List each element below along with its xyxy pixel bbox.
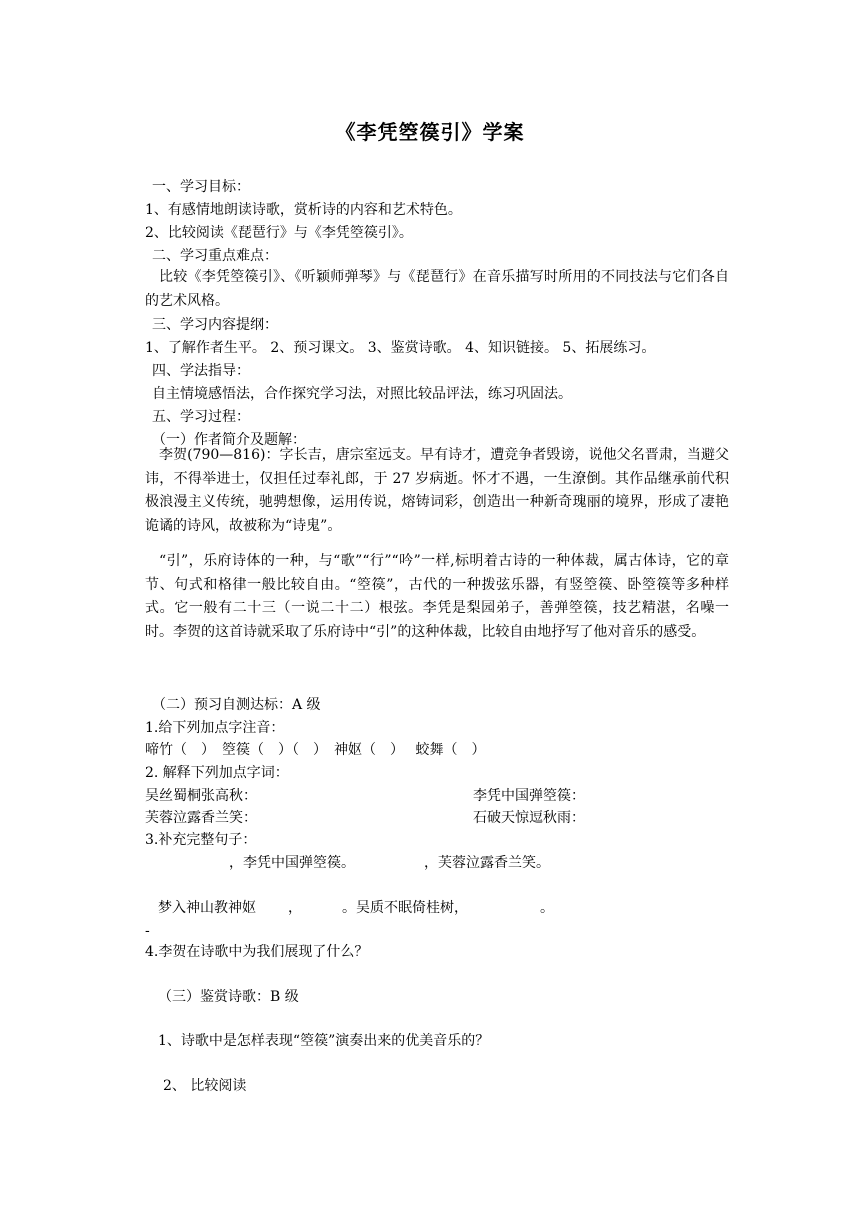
appreciation-question-2: 2、 比较阅读 (163, 1078, 247, 1094)
question-1: 1.给下列加点字注音： (145, 720, 285, 736)
q3-line-c: 梦入神山教神妪 (158, 900, 256, 916)
q2-term-a: 吴丝蜀桐张高秋： (145, 788, 257, 804)
goal-item-1: 1、有感情地朗读诗歌，赏析诗的内容和艺术特色。 (145, 202, 462, 218)
dash-mark: - (145, 923, 150, 939)
section-3-heading: （三）鉴赏诗歌：B 级 (158, 989, 299, 1005)
yin-paragraph: “引”，乐府诗体的一种，与“歌”“行”“吟”一样,标明着古诗的一种体裁，属古体诗，它的章节、句式和格律一般比较自由。“箜篌”，古代的一种拨弦乐器，有竖箜篌、卧箜篌等多种样式。它一般有二十三（一说二十二）根弦。李凭是梨园弟子，善弹箜篌，技艺精湛，名噪一时。李贺的这首诗就采取了乐府诗中“引”的这种体裁，比较自由地抒写了他对音乐的感受。 (145, 553, 729, 640)
q2-term-b: 李凭中国弹箜篌： (473, 788, 585, 804)
goal-heading: 一、学习目标： (152, 179, 250, 195)
section-1-heading: （一）作者简介及题解： (152, 432, 306, 448)
q3-line-e: 。吴质不眠倚桂树， (342, 900, 468, 916)
q2-term-d: 石破天惊逗秋雨： (473, 810, 585, 826)
method-heading: 四、学法指导： (152, 363, 250, 379)
question-2: 2. 解释下列加点字词： (145, 765, 289, 781)
outline-heading: 三、学习内容提纲： (152, 317, 278, 333)
key-heading: 二、学习重点难点： (152, 248, 278, 264)
question-2-row-1 (145, 786, 585, 806)
question-1-items: 啼竹（ ） 箜篌（ ）（ ） 神妪（ ） 蛟舞（ ） (145, 742, 486, 758)
q3-line-a: ，李凭中国弹箜篌。 (229, 855, 355, 871)
question-3: 3.补充完整句子： (145, 832, 257, 848)
outline-paragraph: 1、了解作者生平。 2、预习课文。 3、鉴赏诗歌。 4、知识链接。 5、拓展练习。 (145, 340, 656, 356)
process-heading: 五、学习过程： (152, 409, 250, 425)
appreciation-question-1: 1、诗歌中是怎样表现“箜篌”演奏出来的优美音乐的？ (158, 1033, 490, 1049)
q3-line-b: ，芙蓉泣露香兰笑。 (424, 855, 550, 871)
q3-line-d: ， (288, 900, 302, 916)
key-paragraph: 比较《李凭箜篌引》、《听颖师弹琴》与《琵琶行》在音乐描写时所用的不同技法与它们各自的艺术风格。 (145, 269, 729, 309)
q2-term-c: 芙蓉泣露香兰笑： (145, 810, 257, 826)
section-2-heading: （二）预习自测达标：A 级 (152, 697, 321, 713)
q3-line-f: 。 (540, 900, 554, 916)
question-2-row-2 (145, 808, 585, 828)
method-paragraph: 自主情境感悟法，合作探究学习法，对照比较品评法，练习巩固法。 (152, 386, 572, 402)
author-paragraph: 李贺(790—816)：字长吉，唐宗室远支。早有诗才，遭竞争者毁谤，说他父名晋肃，当避父讳，不得举进士，仅担任过奉礼郎，于 27 岁病逝。怀才不遇，一生潦倒。其作品继承前代积极浪漫主义传统，驰骋想像，运用传说，熔铸词彩，创造出一种新奇瑰丽的境界，形成了凄艳诡谲的诗风，故被称为“诗鬼”。 (145, 447, 729, 534)
question-4: 4.李贺在诗歌中为我们展现了什么？ (145, 944, 369, 960)
goal-item-2: 2、比较阅读《琵琶行》与《李凭箜篌引》。 (145, 225, 413, 241)
document-title: 《李凭箜篌引》学案 (335, 120, 525, 144)
